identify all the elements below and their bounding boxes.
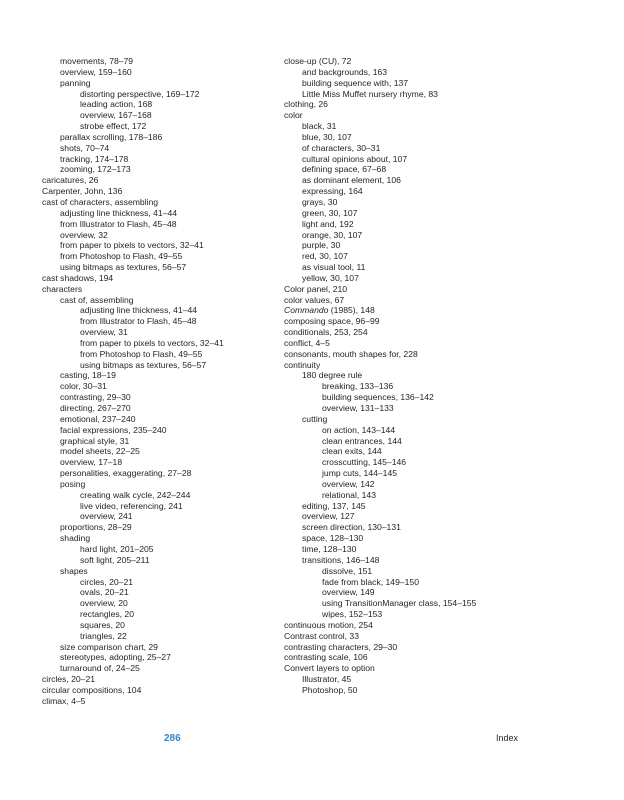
index-subentry: personalities, exaggerating, 27–28 bbox=[60, 468, 192, 479]
index-subentry: model sheets, 22–25 bbox=[60, 446, 140, 457]
index-subentry: posing bbox=[60, 478, 86, 489]
index-subentry: clean entrances, 144 bbox=[322, 435, 402, 446]
index-subentry: using TransitionManager class, 154–155 bbox=[322, 598, 477, 609]
italic-title: Commando bbox=[284, 305, 329, 316]
index-subentry: overview, 127 bbox=[302, 511, 355, 522]
index-subentry: blue, 30, 107 bbox=[302, 131, 352, 142]
index-subentry: zooming, 172–173 bbox=[60, 164, 131, 175]
index-subentry: emotional, 237–240 bbox=[60, 413, 136, 424]
index-subentry: overview, 167–168 bbox=[80, 110, 152, 121]
index-subentry: triangles, 22 bbox=[80, 630, 127, 641]
index-subentry: space, 128–130 bbox=[302, 533, 364, 544]
index-entry: Convert layers to option bbox=[284, 663, 375, 674]
index-subentry: contrasting, 29–30 bbox=[60, 392, 131, 403]
index-entry: conflict, 4–5 bbox=[284, 337, 330, 348]
index-subentry: screen direction, 130–131 bbox=[302, 522, 401, 533]
index-subentry: facial expressions, 235–240 bbox=[60, 424, 167, 435]
index-subentry: tracking, 174–178 bbox=[60, 153, 129, 164]
index-subentry: adjusting line thickness, 41–44 bbox=[60, 207, 178, 218]
index-subentry: adjusting line thickness, 41–44 bbox=[80, 305, 198, 316]
index-subentry: overview, 20 bbox=[80, 598, 128, 609]
index-subentry: overview, 241 bbox=[80, 511, 133, 522]
index-entry: contrasting characters, 29–30 bbox=[284, 641, 398, 652]
index-subentry: soft light, 205–211 bbox=[80, 554, 150, 565]
index-subentry: as dominant element, 106 bbox=[302, 175, 401, 186]
index-subentry: casting, 18–19 bbox=[60, 370, 116, 381]
index-subentry: clean exits, 144 bbox=[322, 446, 382, 457]
index-subentry: color, 30–31 bbox=[60, 381, 107, 392]
index-subentry: yellow, 30, 107 bbox=[302, 272, 359, 283]
index-subentry: stereotypes, adopting, 25–27 bbox=[60, 652, 171, 663]
index-subentry: cutting bbox=[302, 413, 328, 424]
index-subentry: hard light, 201–205 bbox=[80, 543, 154, 554]
index-subentry: using bitmaps as textures, 56–57 bbox=[60, 262, 187, 273]
index-entry: climax, 4–5 bbox=[42, 695, 86, 706]
index-subentry: overview, 142 bbox=[322, 478, 375, 489]
entry-locator: (1985), 148 bbox=[328, 305, 375, 316]
index-subentry: parallax scrolling, 178–186 bbox=[60, 131, 163, 142]
index-entry: circles, 20–21 bbox=[42, 674, 96, 685]
index-subentry: transitions, 146–148 bbox=[302, 554, 380, 565]
index-subentry: overview, 32 bbox=[60, 229, 108, 240]
index-subentry: as visual tool, 11 bbox=[302, 262, 366, 273]
index-subentry: overview, 131–133 bbox=[322, 403, 394, 413]
index-subentry: overview, 31 bbox=[80, 327, 128, 338]
index-subentry: graphical style, 31 bbox=[60, 435, 130, 446]
index-subentry: purple, 30 bbox=[302, 240, 341, 251]
index-subentry: grays, 30 bbox=[302, 196, 338, 207]
page-number: 286 bbox=[164, 733, 181, 744]
index-subentry: on action, 143–144 bbox=[322, 424, 396, 435]
index-subentry: shapes bbox=[60, 565, 88, 576]
index-subentry: from Illustrator to Flash, 45–48 bbox=[80, 316, 197, 327]
index-subentry: expressing, 164 bbox=[302, 186, 363, 197]
index-subentry: Photoshop, 50 bbox=[302, 684, 358, 695]
index-subentry: light and, 192 bbox=[302, 218, 354, 229]
index-entry: cast shadows, 194 bbox=[42, 272, 114, 283]
index-subentry: Illustrator, 45 bbox=[302, 674, 352, 685]
index-entry: characters bbox=[42, 283, 83, 294]
index-subentry: ovals, 20–21 bbox=[80, 587, 129, 598]
index-entry: Carpenter, John, 136 bbox=[42, 186, 123, 197]
index-entry: close-up (CU), 72 bbox=[284, 56, 352, 66]
index-subentry: 180 degree rule bbox=[302, 370, 363, 381]
index-entry: consonants, mouth shapes for, 228 bbox=[284, 348, 418, 359]
index-column-left bbox=[42, 56, 274, 707]
index-subentry: breaking, 133–136 bbox=[322, 381, 394, 392]
index-subentry: orange, 30, 107 bbox=[302, 229, 363, 240]
index-column-right bbox=[284, 56, 584, 696]
index-subentry: overview, 159–160 bbox=[60, 66, 132, 77]
index-subentry: circles, 20–21 bbox=[80, 576, 134, 587]
index-subentry: strobe effect, 172 bbox=[80, 121, 147, 132]
index-subentry: Little Miss Muffet nursery rhyme, 83 bbox=[302, 88, 438, 99]
index-entry: Contrast control, 33 bbox=[284, 630, 359, 641]
index-subentry: movements, 78–79 bbox=[60, 56, 134, 66]
index-subentry: and backgrounds, 163 bbox=[302, 66, 388, 77]
index-subentry: dissolve, 151 bbox=[322, 565, 373, 576]
running-footer-section: Index bbox=[496, 733, 519, 743]
index-subentry: building sequences, 136–142 bbox=[322, 392, 434, 403]
index-subentry: from paper to pixels to vectors, 32–41 bbox=[80, 337, 224, 348]
index-subentry: squares, 20 bbox=[80, 619, 125, 630]
index-entry: caricatures, 26 bbox=[42, 175, 99, 186]
index-subentry: creating walk cycle, 242–244 bbox=[80, 489, 191, 500]
index-entry: cast of characters, assembling bbox=[42, 196, 159, 207]
index-subentry: shading bbox=[60, 533, 91, 544]
index-subentry: editing, 137, 145 bbox=[302, 500, 366, 511]
index-subentry: cultural opinions about, 107 bbox=[302, 153, 408, 164]
index-entry: conditionals, 253, 254 bbox=[284, 327, 368, 338]
index-subentry: of characters, 30–31 bbox=[302, 142, 381, 153]
index-subentry: fade from black, 149–150 bbox=[322, 576, 419, 587]
index-entry: continuous motion, 254 bbox=[284, 619, 373, 630]
index-subentry: overview, 149 bbox=[322, 587, 375, 598]
index-subentry: jump cuts, 144–145 bbox=[322, 468, 398, 479]
index-subentry: distorting perspective, 169–172 bbox=[80, 88, 200, 99]
index-subentry: rectangles, 20 bbox=[80, 609, 134, 620]
index-subentry: relational, 143 bbox=[322, 489, 376, 500]
index-entry: Color panel, 210 bbox=[284, 283, 348, 294]
index-subentry: overview, 17–18 bbox=[60, 457, 123, 468]
index-subentry: from paper to pixels to vectors, 32–41 bbox=[60, 240, 204, 251]
index-subentry: time, 128–130 bbox=[302, 543, 357, 554]
index-entry: color values, 67 bbox=[284, 294, 345, 305]
index-subentry: crosscutting, 145–146 bbox=[322, 457, 407, 468]
index-subentry: using bitmaps as textures, 56–57 bbox=[80, 359, 207, 370]
index-entry: composing space, 96–99 bbox=[284, 316, 380, 327]
index-subentry: wipes, 152–153 bbox=[322, 609, 383, 620]
index-entry bbox=[284, 305, 584, 316]
index-entry: circular compositions, 104 bbox=[42, 684, 142, 695]
index-entry: continuity bbox=[284, 359, 321, 370]
index-subentry: shots, 70–74 bbox=[60, 142, 110, 153]
index-subentry: from Photoshop to Flash, 49–55 bbox=[80, 348, 203, 359]
index-subentry: green, 30, 107 bbox=[302, 207, 358, 218]
index-subentry: red, 30, 107 bbox=[302, 251, 348, 262]
index-subentry: building sequence with, 137 bbox=[302, 77, 409, 88]
index-subentry: size comparison chart, 29 bbox=[60, 641, 158, 652]
index-subentry: black, 31 bbox=[302, 121, 337, 132]
index-subentry: turnaround of, 24–25 bbox=[60, 663, 140, 674]
index-subentry: from Illustrator to Flash, 45–48 bbox=[60, 218, 177, 229]
index-entry: color bbox=[284, 110, 303, 121]
index-entry: clothing, 26 bbox=[284, 99, 328, 110]
index-subentry: panning bbox=[60, 77, 91, 88]
index-subentry: from Photoshop to Flash, 49–55 bbox=[60, 251, 183, 262]
index-subentry: live video, referencing, 241 bbox=[80, 500, 183, 511]
index-subentry: directing, 267–270 bbox=[60, 403, 131, 413]
index-entry: contrasting scale, 106 bbox=[284, 652, 368, 663]
index-subentry: proportions, 28–29 bbox=[60, 522, 132, 533]
index-subentry: defining space, 67–68 bbox=[302, 164, 387, 175]
index-subentry: cast of, assembling bbox=[60, 294, 134, 305]
index-subentry: leading action, 168 bbox=[80, 99, 153, 110]
